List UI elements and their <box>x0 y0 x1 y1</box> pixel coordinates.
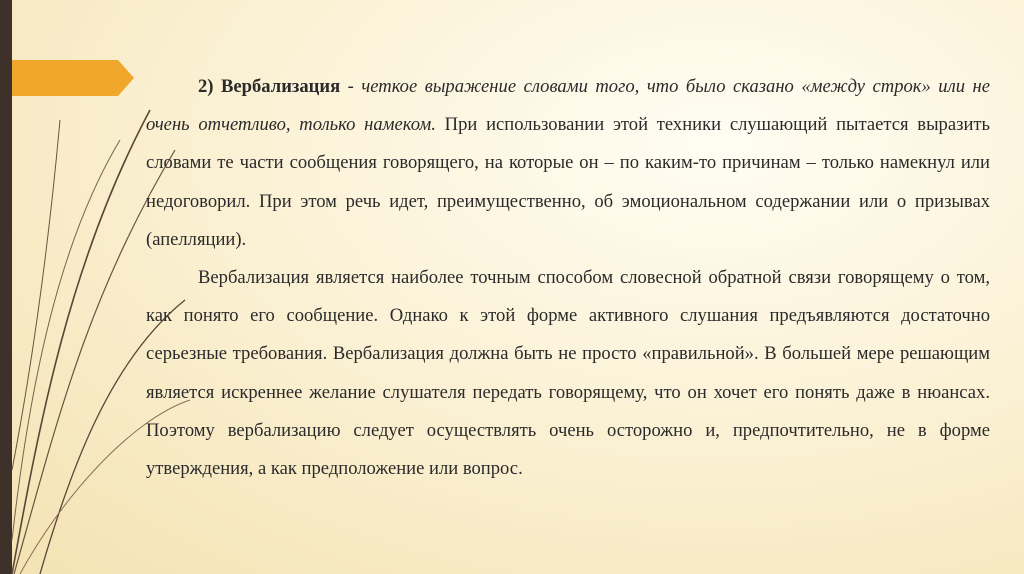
paragraph-1-body: При использовании этой техники слушающий пытается выразить словами те части сообщения говорящего, на которые он – по каким-то причинам – только намекнул или недоговорил. При этом речь идет, преимущественно, об эмоциональном содержании или о призывах (апелляции). <box>146 114 991 250</box>
orange-flag-shape <box>0 0 140 120</box>
paragraph-1 <box>146 68 990 259</box>
slide-text <box>146 68 990 488</box>
term-definition: четкое выражение словами того, что было сказано «между строк» или не очень отчетливо, только намеком. <box>146 76 990 136</box>
paragraph-2: Вербализация является наиболее точным способом словесной обратной связи говорящему о том, как понято его сообщение. Однако к этой форме активного слушания предъявляются достаточно серьезные требования. Вербализация должна быть не просто «правильной». В большей мере решающим является искреннее желание слушателя передать говорящему, что он хочет его понять даже в нюансах. Поэтому вербализацию следует осуществлять очень осторожно и, предпочтительно, не в форме утверждения, а как предположение или вопрос. <box>146 267 990 480</box>
term-dash: - <box>340 76 362 97</box>
term-verbalization: Вербализация <box>221 76 341 97</box>
item-number: 2) <box>198 76 214 97</box>
